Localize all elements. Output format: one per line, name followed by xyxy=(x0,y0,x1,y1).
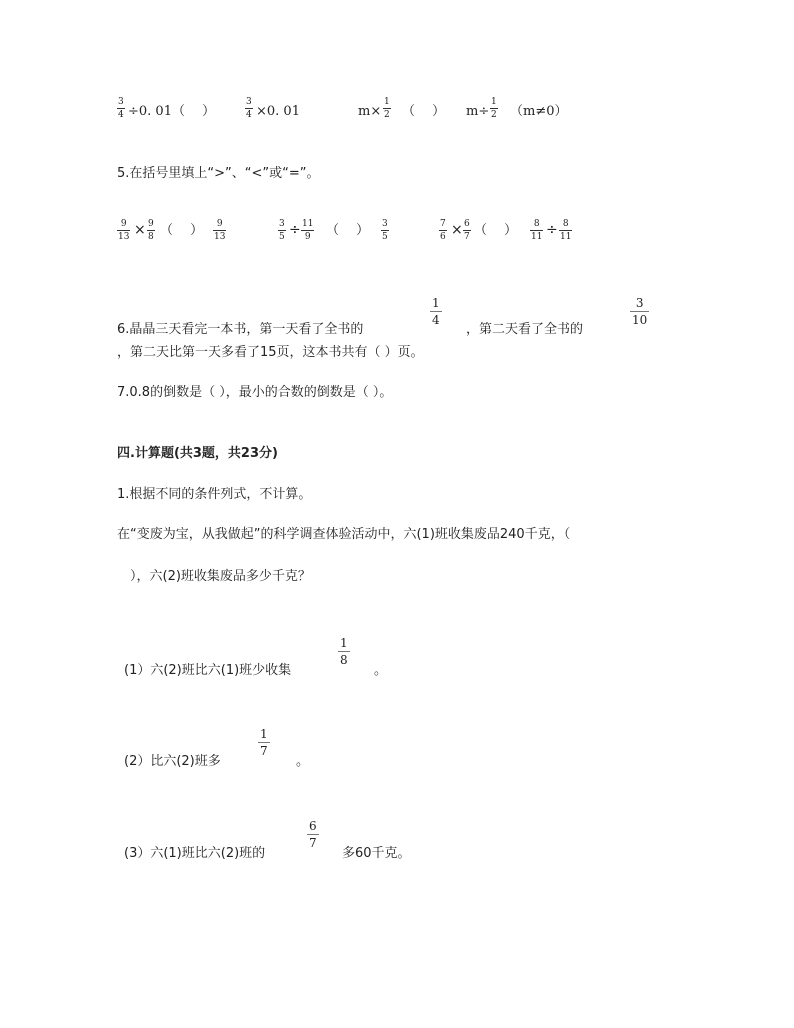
operator: × xyxy=(134,222,146,238)
expression-text: ×0. 01 xyxy=(256,104,300,119)
question-text: ，第二天比第一天多看了15页，这本书共有（ ）页。 xyxy=(117,345,424,360)
condition-text: 。 xyxy=(296,754,310,769)
fraction: 1 2 xyxy=(384,97,390,120)
fraction: 6 7 xyxy=(464,219,470,242)
answer-paren[interactable]: （ ） xyxy=(160,223,204,238)
fraction: 7 6 xyxy=(440,219,446,242)
answer-paren[interactable]: （ ） xyxy=(402,104,446,119)
question-title: 1.根据不同的条件列式，不计算。 xyxy=(117,487,312,502)
question-text: 7.0.8的倒数是（ ），最小的合数的倒数是（ ）。 xyxy=(117,385,393,400)
condition-text: 。 xyxy=(374,663,388,678)
fraction: 9 8 xyxy=(148,219,154,242)
fraction: 11 9 xyxy=(302,219,314,242)
question-text: ，第二天看了全书的 xyxy=(466,322,584,337)
expression-text: m÷ xyxy=(466,104,490,119)
question-text: ），六(2)班收集废品多少千克？ xyxy=(117,569,311,584)
operator: ÷ xyxy=(546,222,558,238)
condition-text: (3）六(1)班比六(2)班的 xyxy=(124,846,266,861)
fraction: 3 5 xyxy=(279,219,285,242)
section-title: 四.计算题(共3题，共23分) xyxy=(117,446,278,461)
fraction: 1 2 xyxy=(491,97,497,120)
question-text: 在“变废为宝，从我做起”的科学调查体验活动中，六(1)班收集废品240千克，（ xyxy=(117,527,571,542)
condition-text: (1）六(2)班比六(1)班少收集 xyxy=(124,663,292,678)
fraction: 8 11 xyxy=(560,219,572,242)
expression-text: m× xyxy=(358,104,382,119)
fraction: 1 7 xyxy=(260,727,268,758)
expression-text: ÷0. 01（ ） xyxy=(128,104,216,119)
operator: ÷ xyxy=(289,222,301,238)
fraction: 9 13 xyxy=(118,219,130,242)
fraction: 6 7 xyxy=(309,819,317,850)
fraction: 9 13 xyxy=(214,219,226,242)
fraction: 3 5 xyxy=(382,219,388,242)
operator: × xyxy=(451,222,463,238)
fraction: 3 4 xyxy=(246,97,252,120)
answer-paren[interactable]: （ ） xyxy=(474,223,518,238)
fraction: 1 8 xyxy=(340,636,348,667)
fraction: 3 10 xyxy=(632,296,648,327)
expression-text: （m≠0） xyxy=(510,104,568,119)
fraction: 3 4 xyxy=(118,97,124,120)
fraction: 1 4 xyxy=(432,296,440,327)
condition-text: (2）比六(2)班多 xyxy=(124,754,221,769)
condition-text: 多60千克。 xyxy=(342,846,411,861)
question-text: 6.晶晶三天看完一本书，第一天看了全书的 xyxy=(117,322,364,337)
question-title: 5.在括号里填上“>”、“<”或“=”。 xyxy=(117,166,320,181)
answer-paren[interactable]: （ ） xyxy=(326,223,370,238)
fraction: 8 11 xyxy=(531,219,543,242)
